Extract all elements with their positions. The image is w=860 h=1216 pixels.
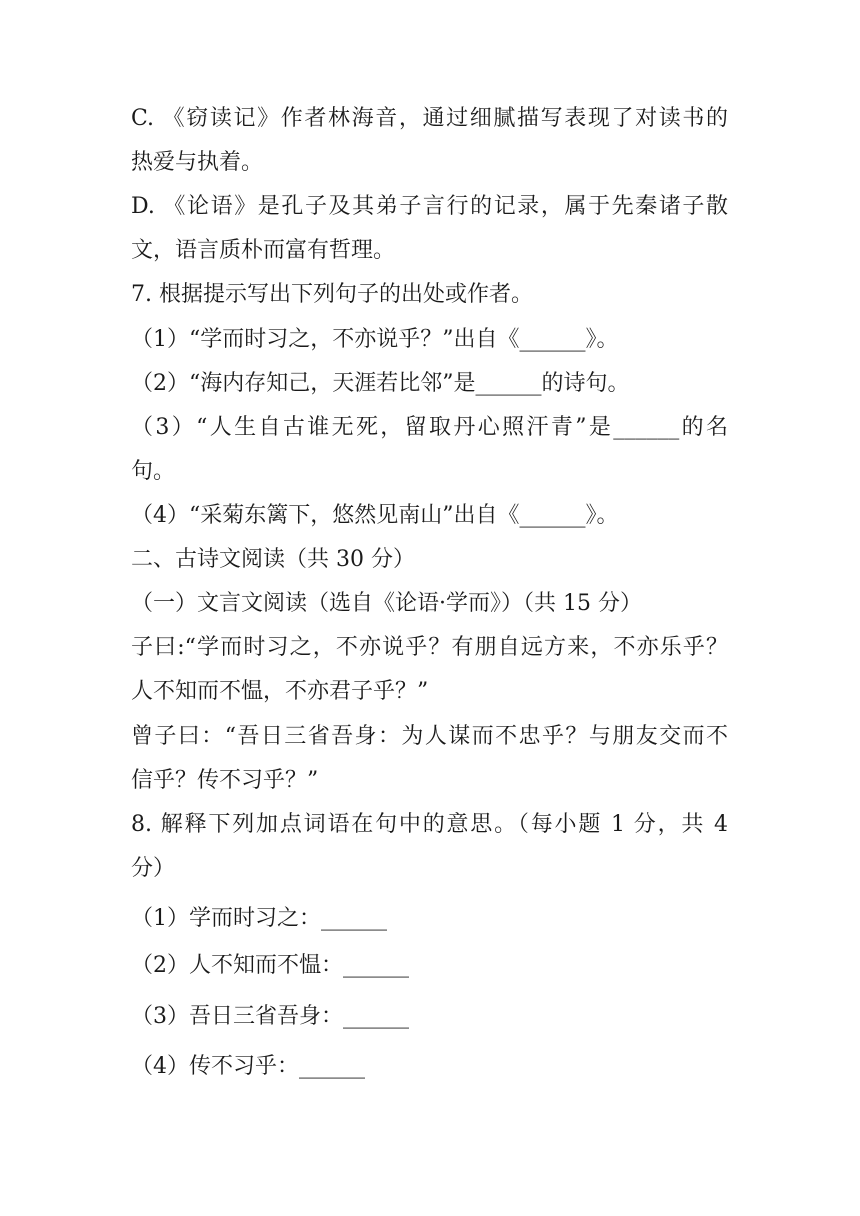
- section-2-heading: 二、古诗文阅读（共 30 分）: [131, 547, 415, 572]
- question-8-item-3: （3）吾日三省吾身：______: [131, 1004, 409, 1029]
- passage-line-2: 人不知而不愠，不亦君子乎？”: [131, 679, 429, 704]
- question-7-item-3-line-2: 句。: [131, 459, 176, 484]
- passage-line-3: 曾子曰：“吾日三省吾身：为人谋而不忠乎？与朋友交而不: [131, 724, 728, 749]
- question-7-item-1: （1）“学而时习之，不亦说乎？”出自《______》。: [131, 327, 619, 352]
- question-8-item-4: （4）传不习乎：______: [131, 1054, 365, 1079]
- option-c-line-1: C. 《窃读记》作者林海音，通过细腻描写表现了对读书的: [131, 106, 728, 131]
- question-7-stem: 7. 根据提示写出下列句子的出处或作者。: [131, 282, 533, 307]
- passage-line-4: 信乎？传不习乎？”: [131, 768, 319, 793]
- question-8-stem-line-1: 8. 解释下列加点词语在句中的意思。（每小题 1 分，共 4: [131, 812, 728, 837]
- question-8-item-1: （1）学而时习之：______: [131, 906, 387, 931]
- question-7-item-2: （2）“海内存知己，天涯若比邻”是______的诗句。: [131, 371, 630, 396]
- option-d-line-1: D. 《论语》是孔子及其弟子言行的记录，属于先秦诸子散: [131, 194, 728, 219]
- question-8-stem-line-2: 分）: [131, 856, 176, 881]
- option-c-line-2: 热爱与执着。: [131, 150, 264, 175]
- question-7-item-3-line-1: （3）“人生自古谁无死，留取丹心照汗青”是______的名: [131, 415, 728, 440]
- option-d-line-2: 文，语言质朴而富有哲理。: [131, 238, 396, 263]
- question-8-item-2: （2）人不知而不愠：______: [131, 953, 409, 978]
- question-7-item-4: （4）“采菊东篱下，悠然见南山”出自《______》。: [131, 503, 619, 528]
- passage-line-1: 子曰:“学而时习之，不亦说乎？有朋自远方来，不亦乐乎？: [131, 635, 728, 660]
- subsection-1-heading: （一）文言文阅读（选自《论语·学而》）（共 15 分）: [131, 591, 642, 616]
